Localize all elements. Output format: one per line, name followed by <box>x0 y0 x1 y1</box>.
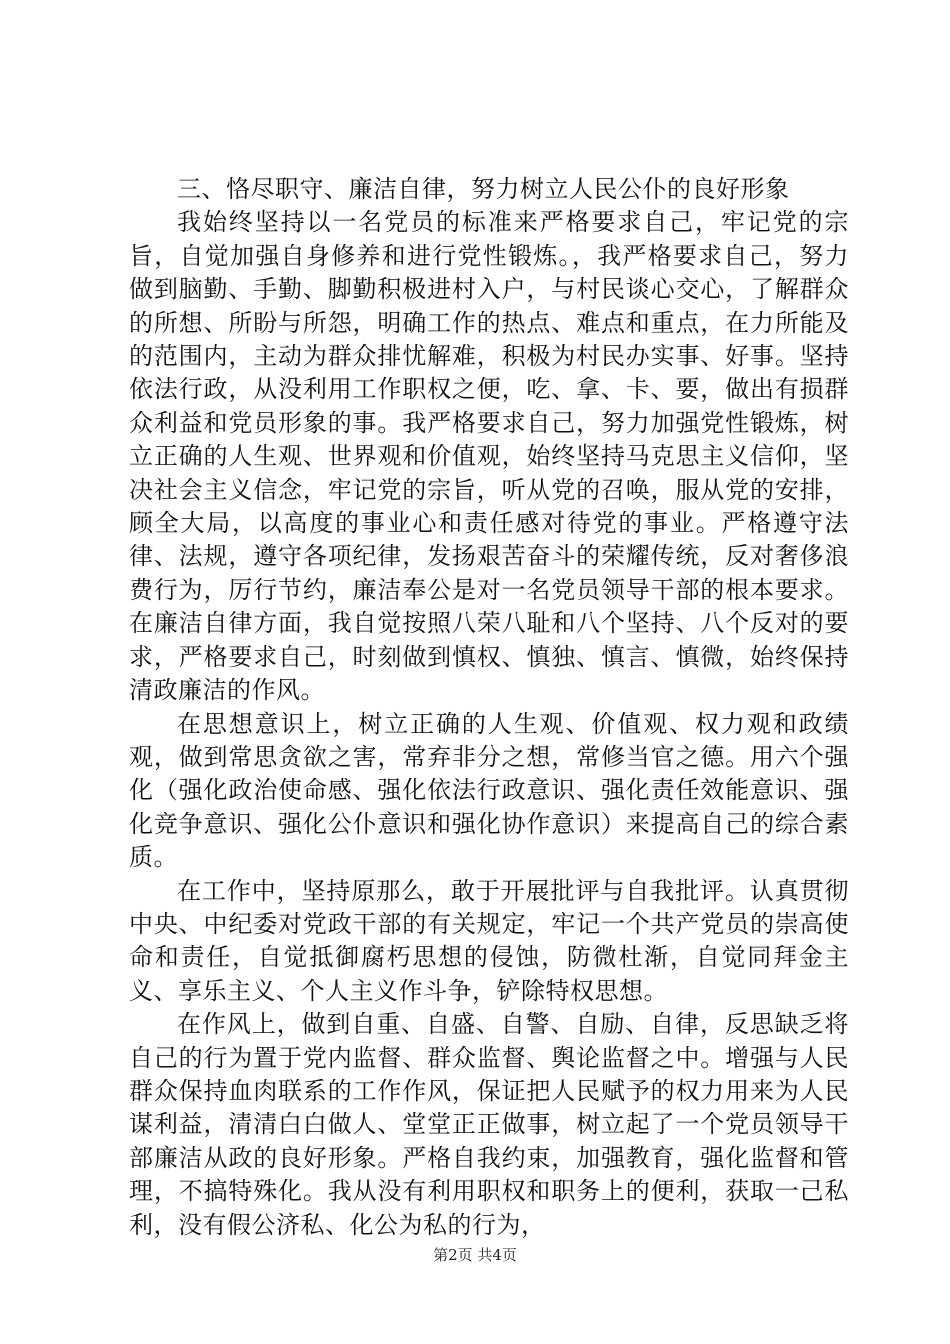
paragraph-work-style: 在作风上，做到自重、自盛、自警、自励、自律，反思缺乏将自己的行为置于党内监督、群众监督、舆论监督之中。增强与人民群众保持血肉联系的工作作风，保证把人民赋予的权力用来为人民谋利益，清清白白做人、堂堂正正做事，树立起了一个党员领导干部廉洁从政的良好形象。严格自我约束，加强教育，强化监督和管理，不搞特殊化。我从没有利用职权和职务上的便利，获取一己私利，没有假公济私、化公为私的行为， <box>129 1010 849 1239</box>
section-heading: 三、恪尽职守、廉洁自律，努力树立人民公仆的良好形象 <box>177 175 790 203</box>
paragraph-work: 在工作中，坚持原那么，敢于开展批评与自我批评。认真贯彻中央、中纪委对党政干部的有关规定，牢记一个共产党员的崇高使命和责任，自觉抵御腐朽思想的侵蚀，防微杜渐，自觉同拜金主义、享乐主义、个人主义作斗争，铲除特权思想。 <box>129 876 849 1005</box>
paragraph-party-member-standard: 我始终坚持以一名党员的标准来严格要求自己，牢记党的宗旨，自觉加强自身修养和进行党性锻炼。，我严格要求自己，努力做到脑勤、手勤、脚勤积极进村入户，与村民谈心交心，了解群众的所想、所盼与所怨，明确工作的热点、难点和重点，在力所能及的范围内，主动为群众排忧解难，积极为村民办实事、好事。坚持依法行政，从没利用工作职权之便，吃、拿、卡、要，做出有损群众利益和党员形象的事。我严格要求自己，努力加强党性锻炼，树立正确的人生观、世界观和价值观，始终坚持马克思主义信仰，坚决社会主义信念，牢记党的宗旨，听从党的召唤，服从党的安排，顾全大局，以高度的事业心和责任感对待党的事业。严格遵守法律、法规，遵守各项纪律，发扬艰苦奋斗的荣耀传统，反对奢侈浪费行为，厉行节约，廉洁奉公是对一名党员领导干部的根本要求。在廉洁自律方面，我自觉按照八荣八耻和八个坚持、八个反对的要求，严格要求自己，时刻做到慎权、慎独、慎言、慎微，始终保持清政廉洁的作风。 <box>129 208 849 705</box>
paragraph-ideology: 在思想意识上，树立正确的人生观、价值观、权力观和政绩观，做到常思贪欲之害，常弃非分之想，常修当官之德。用六个强化（强化政治使命感、强化依法行政意识、强化责任效能意识、强化竞争意识、强化公仆意识和强化协作意识）来提高自己的综合素质。 <box>129 709 849 872</box>
document-body <box>129 173 849 1242</box>
page-number-footer: 第2页 共4页 <box>433 1246 517 1264</box>
